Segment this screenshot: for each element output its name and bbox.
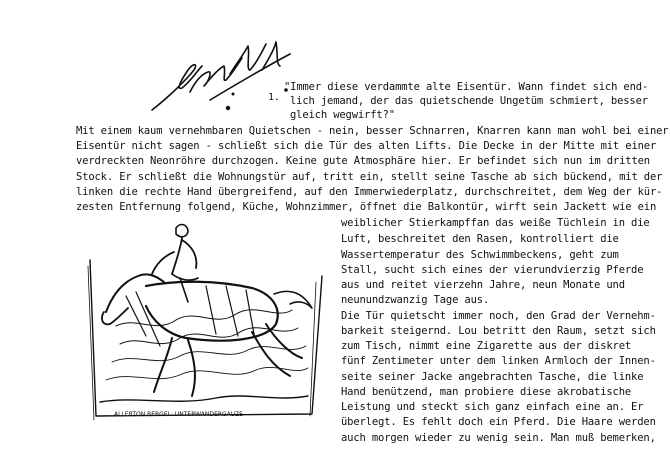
body-line: aus und reitet vierzehn Jahre, neun Monate und <box>341 279 625 291</box>
body-line: Wassertemperatur des Schwimmbeckens, geht zum <box>341 249 619 261</box>
body-line: linken die rechte Hand übergreifend, auf den Immerwiederplatz, durchschreitet, dem Weg der kür- <box>76 186 663 198</box>
body-line: verdreckten Neonröhre durchzogen. Keine gute Atmosphäre hier. Er befindet sich nun im dritten <box>76 155 650 167</box>
horse-rider-ink-sketch <box>76 216 331 436</box>
illustration-caption: ALLERTON BERGEL: UNTERWANDERGAUZE <box>114 411 243 418</box>
body-line: Stall, sucht sich eines der vierundvierzig Pferde <box>341 264 644 276</box>
body-line: Eisentür nicht sagen - schließt sich die Tür des alten Lifts. Die Decke in der Mitte mit einer <box>76 140 657 152</box>
body-line: Leistung und steckt sich ganz einfach eine an. Er <box>341 401 644 413</box>
body-line: überlegt. Es fehlt doch ein Pferd. Die Haare werden <box>341 416 656 428</box>
body-line: Stock. Er schließt die Wohnungstür auf, tritt ein, stellt seine Tasche ab sich bückend, mit der <box>76 171 663 183</box>
chapter-number: 1. <box>268 92 280 103</box>
body-line: neunundzwanzig Tage aus. <box>341 294 490 306</box>
body-line: Hand benützend, man probiere diese akrobatische <box>341 386 632 398</box>
body-line: barkeit steigernd. Lou betritt den Raum, setzt sich <box>341 325 656 337</box>
body-line: weiblicher Stierkampffan das weiße Tüchlein in die <box>341 217 650 229</box>
quote-line: lich jemand, der das quietschende Ungetüm schmiert, besser <box>290 95 648 107</box>
quote-line: gleich wegwirft?" <box>290 109 395 121</box>
chapter-heading-signature <box>150 30 300 120</box>
body-line: zum Tisch, nimmt eine Zigarette aus der diskret <box>341 340 632 352</box>
body-line: fünf Zentimeter unter dem linken Armloch der Innen- <box>341 355 656 367</box>
body-line: Mit einem kaum vernehmbaren Quietschen - nein, besser Schnarren, Knarren kann man wohl bei einer <box>76 125 669 137</box>
body-line: Die Tür quietscht immer noch, den Grad der Vernehm- <box>341 310 656 322</box>
body-line: zesten Entfernung folgend, Küche, Wohnzimmer, öffnet die Balkontür, wirft sein Jackett wie ein <box>76 201 657 213</box>
quote-line: "Immer diese verdammte alte Eisentür. Wann findet sich end- <box>284 81 649 93</box>
body-line: seite seiner Jacke angebrachten Tasche, die linke <box>341 371 644 383</box>
body-line: Luft, beschreitet den Rasen, kontrolliert die <box>341 233 619 245</box>
body-line: auch morgen wieder zu wenig sein. Man muß bemerken, <box>341 432 656 444</box>
